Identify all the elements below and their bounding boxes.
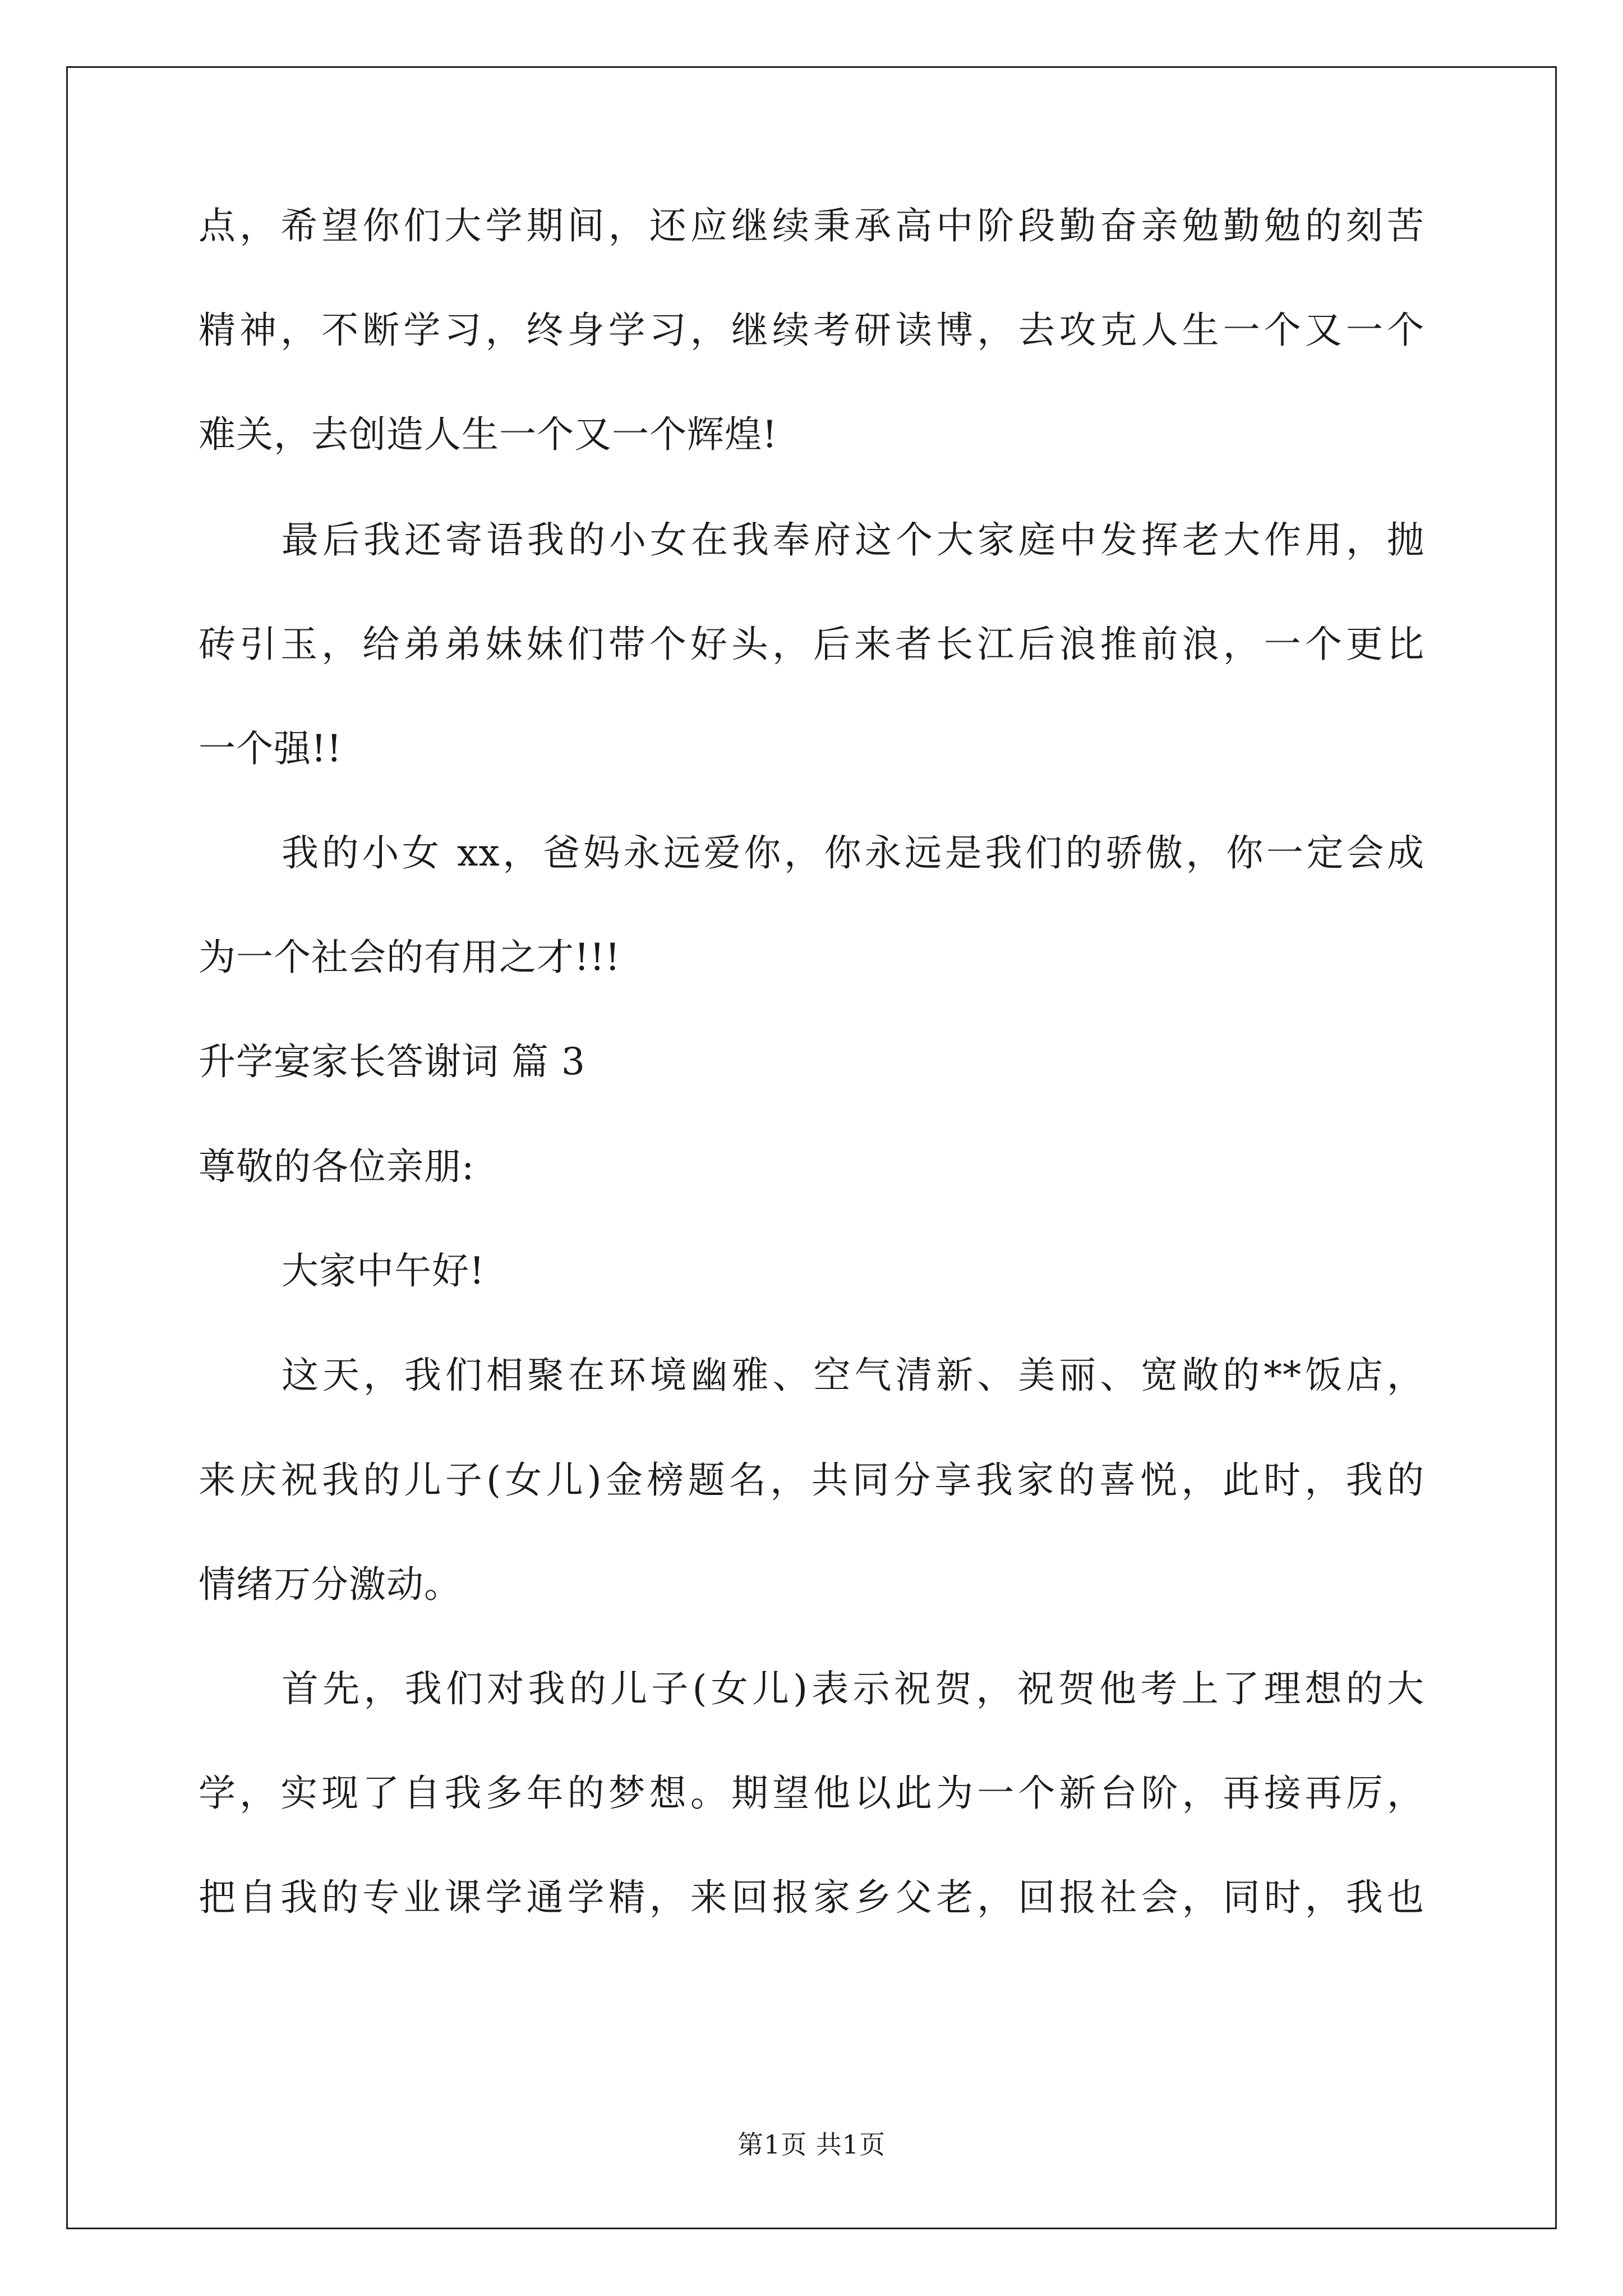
- body-line: 为一个社会的有用之才!!!: [199, 936, 621, 979]
- body-line: 首先，我们对我的儿子(女儿)表示祝贺，祝贺他考上了理想的大: [282, 1667, 1424, 1710]
- body-line: 最后我还寄语我的小女在我奉府这个大家庭中发挥老大作用，抛: [282, 518, 1424, 562]
- section-heading: 升学宴家长答谢词 篇 3: [199, 1040, 585, 1083]
- body-line: 情绪万分激动。: [199, 1563, 462, 1606]
- body-line: 来庆祝我的儿子(女儿)金榜题名，共同分享我家的喜悦，此时，我的: [199, 1458, 1424, 1502]
- body-line: 难关，去创造人生一个又一个辉煌!: [199, 413, 778, 456]
- body-line: 学，实现了自我多年的梦想。期望他以此为一个新台阶，再接再厉，: [199, 1772, 1424, 1815]
- body-line: 精神，不断学习，终身学习，继续考研读博，去攻克人生一个又一个: [199, 309, 1424, 352]
- body-line: 砖引玉，给弟弟妹妹们带个好头，后来者长江后浪推前浪，一个更比: [199, 623, 1424, 666]
- body-line: 这天，我们相聚在环境幽雅、空气清新、美丽、宽敞的**饭店，: [282, 1354, 1424, 1397]
- body-line: 我的小女 xx，爸妈永远爱你，你永远是我们的骄傲，你一定会成: [282, 831, 1424, 875]
- body-line: 把自我的专业课学通学精，来回报家乡父老，回报社会，同时，我也: [199, 1876, 1424, 1919]
- page-number-footer: 第1页 共1页: [737, 2129, 886, 2160]
- body-line: 点，希望你们大学期间，还应继续秉承高中阶段勤奋亲勉勤勉的刻苦: [199, 204, 1424, 247]
- greeting: 大家中午好!: [282, 1249, 485, 1292]
- body-line: 一个强!!: [199, 727, 343, 770]
- salutation: 尊敬的各位亲朋:: [199, 1145, 475, 1188]
